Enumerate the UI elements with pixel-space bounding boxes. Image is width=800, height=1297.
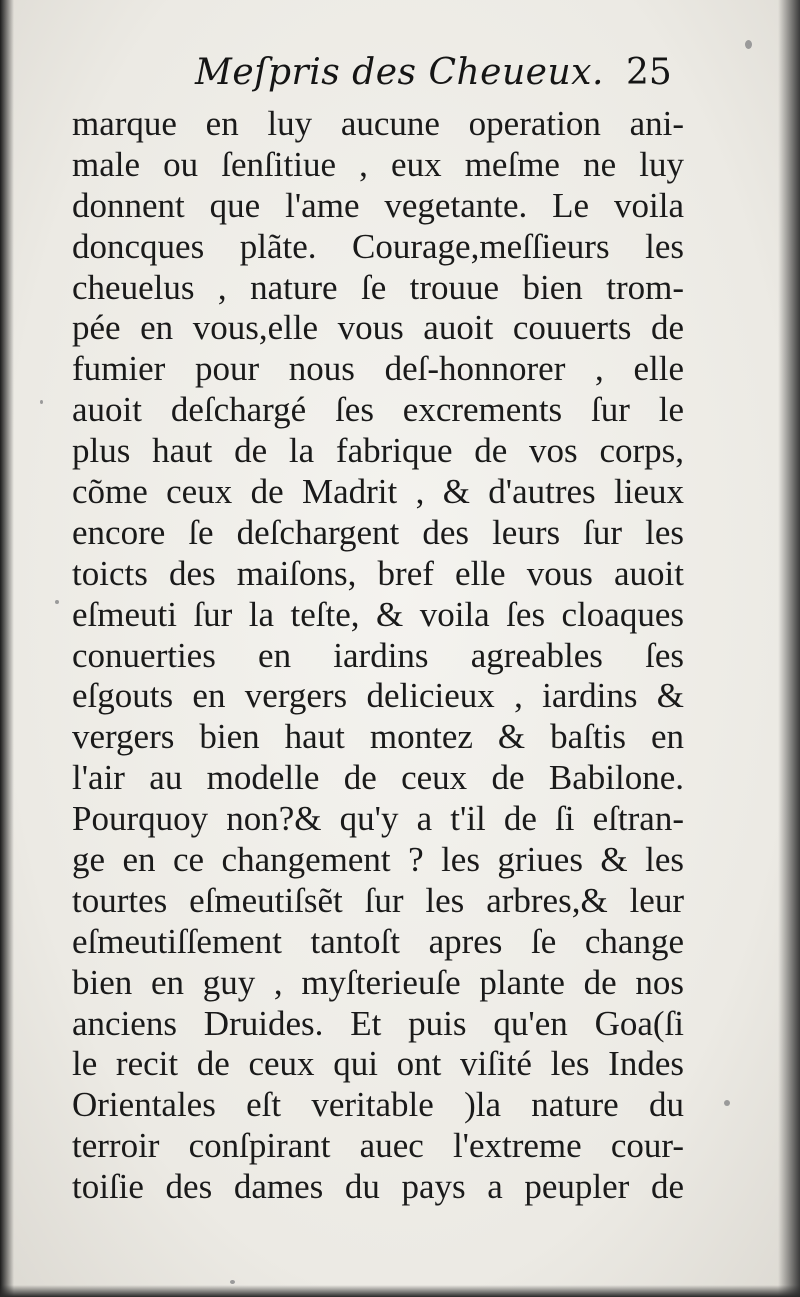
text-line: tourtes eſmeutiſsẽt ſur les arbres,& leur: [72, 880, 684, 920]
text-line: fumier pour nous deſ-honnorer , elle: [72, 349, 684, 389]
text-line: Pourquoy non?& qu'y a t'il de ſi eſtran-: [72, 799, 684, 839]
text-line: anciens Druides. Et puis qu'en Goa(ſi: [72, 1003, 684, 1043]
text-line: le recit de ceux qui ont viſité les Indes: [72, 1044, 684, 1084]
paper-speck: [724, 1100, 730, 1106]
page-edge: [778, 0, 800, 1297]
paper-speck: [230, 1280, 235, 1284]
text-line: pée en vous,elle vous auoit couuerts de: [72, 308, 684, 348]
paper-speck: [745, 40, 752, 49]
text-line: ge en ce changement ? les griues & les: [72, 840, 684, 880]
text-line: marque en luy aucune operation ani-: [72, 104, 684, 143]
text-line: plus haut de la fabrique de vos corps,: [72, 431, 684, 471]
text-line: donnent que l'ame vegetante. Le voila: [72, 185, 684, 225]
text-line: eſmeuti ſur la teſte, & voila ſes cloaques: [72, 594, 684, 634]
text-line: terroir conſpirant auec l'extreme cour-: [72, 1126, 684, 1166]
page-header: [0, 52, 800, 102]
text-line: toiſie des dames du pays a peupler de: [72, 1167, 684, 1207]
text-line: cheuelus , nature ſe trouue bien trom-: [72, 267, 684, 307]
text-line: doncques plãte. Courage,meſſieurs les: [72, 226, 684, 266]
text-line: eſmeutiſſement tantoſt apres ſe change: [72, 921, 684, 961]
text-line: eſgouts en vergers delicieux , iardins &: [72, 676, 684, 716]
paper-speck: [40, 400, 43, 404]
text-line: auoit deſchargé ſes excrements ſur le: [72, 390, 684, 430]
text-line: cõme ceux de Madrit , & d'autres lieux: [72, 472, 684, 512]
text-line: Orientales eſt veritable )la nature du: [72, 1085, 684, 1125]
page-number: 25: [626, 52, 672, 93]
text-line: vergers bien haut montez & baſtis en: [72, 717, 684, 757]
text-line: conuerties en iardins agreables ſes: [72, 635, 684, 675]
text-line: male ou ſenſitiue , eux meſme ne luy: [72, 144, 684, 184]
running-title: Meſpris des Cheueux.: [195, 52, 604, 93]
gutter-shadow: [0, 0, 14, 1297]
paper-speck: [55, 600, 59, 604]
page-bottom-edge: [0, 1285, 800, 1297]
text-line: toicts des maiſons, bref elle vous auoit: [72, 553, 684, 593]
text-line: encore ſe deſchargent des leurs ſur les: [72, 512, 684, 552]
text-line: bien en guy , myſterieuſe plante de nos: [72, 962, 684, 1002]
text-line: l'air au modelle de ceux de Babilone.: [72, 758, 684, 798]
body-text: [72, 104, 684, 1208]
